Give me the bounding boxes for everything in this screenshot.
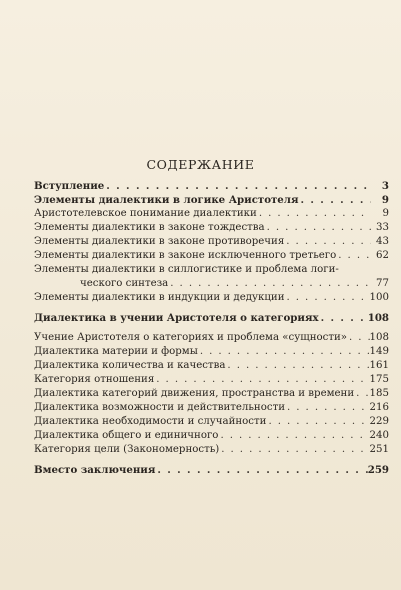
toc-entry-title: Вместо заключения	[34, 464, 156, 476]
toc-entry-title: Элементы диалектики в индукции и дедукции	[34, 292, 285, 303]
toc-page-number: 9	[382, 208, 389, 219]
toc-entry-title: Диалектика в учении Аристотеля о категориях	[34, 312, 319, 324]
toc-section-logic	[34, 192, 389, 206]
toc-entry	[34, 372, 389, 386]
dot-leader	[104, 180, 371, 192]
dot-leader	[319, 312, 368, 324]
toc-page-number: 108	[369, 332, 389, 343]
dot-leader	[198, 346, 370, 358]
toc-page-number: 33	[376, 222, 389, 233]
toc-page-number: 9	[381, 194, 389, 206]
dot-leader	[257, 208, 371, 220]
toc-entry	[34, 220, 389, 234]
dot-leader	[154, 374, 369, 386]
toc-entry-title: Элементы диалектики в законе исключенного третьего	[34, 250, 337, 261]
toc-entry-title: Диалектика категорий движения, пространства и времени	[34, 388, 355, 399]
toc-entry	[34, 330, 389, 344]
toc-page-number: 3	[381, 180, 389, 192]
dot-leader	[299, 194, 371, 206]
toc-entry	[34, 414, 389, 428]
dot-leader	[285, 292, 370, 304]
toc-entry-title: Диалектика материи и формы	[34, 346, 198, 357]
toc-entry-title: Диалектика необходимости и случайности	[34, 416, 267, 427]
toc-entry	[34, 248, 389, 262]
toc-entry	[34, 400, 389, 414]
toc-entry-title: Диалектика общего и единичного	[34, 430, 219, 441]
toc-page-number: 108	[367, 312, 389, 324]
table-of-contents	[34, 178, 389, 476]
dot-leader	[284, 236, 371, 248]
dot-leader	[336, 250, 371, 262]
toc-entry	[34, 206, 389, 220]
toc-entry-title: Категория цели (Закономерность)	[34, 444, 220, 455]
toc-page-number: 240	[369, 430, 389, 441]
toc-entry-introduction	[34, 178, 389, 192]
toc-entry	[34, 442, 389, 456]
toc-entry	[34, 234, 389, 248]
toc-page-number: 229	[369, 416, 389, 427]
dot-leader	[347, 332, 370, 344]
dot-leader	[265, 222, 371, 234]
toc-entry-title: Элементы диалектики в законе противоречия	[34, 236, 285, 247]
toc-page-number: 251	[369, 444, 389, 455]
toc-entry-line1	[34, 262, 389, 276]
dot-leader	[218, 430, 369, 442]
toc-entry	[34, 344, 389, 358]
toc-entry-title: Вступление	[34, 180, 105, 192]
toc-entry-title: Учение Аристотеля о категориях и проблема «сущности»	[34, 332, 347, 343]
toc-page-number: 43	[376, 236, 389, 247]
dot-leader	[168, 278, 371, 290]
toc-entry-title: Категория отношения	[34, 374, 155, 385]
toc-page-number: 100	[369, 292, 389, 303]
toc-entry-title-continued: ческого синтеза	[80, 278, 169, 289]
toc-page-number: 216	[369, 402, 389, 413]
toc-entry-conclusion	[34, 462, 389, 476]
dot-leader	[354, 388, 369, 400]
toc-entry-title: Элементы диалектики в силлогистике и проблема логи-	[34, 264, 339, 275]
toc-page-number: 161	[369, 360, 389, 371]
toc-page-number: 175	[369, 374, 389, 385]
toc-entry	[34, 428, 389, 442]
toc-entry	[34, 386, 389, 400]
toc-entry-title: Диалектика возможности и действительности	[34, 402, 285, 413]
page-title: СОДЕРЖАНИЕ	[146, 157, 255, 172]
toc-entry-title: Элементы диалектики в законе тождества	[34, 222, 265, 233]
toc-page-number: 149	[369, 346, 389, 357]
dot-leader	[266, 416, 369, 428]
toc-section-categories	[34, 310, 389, 324]
dot-leader	[219, 444, 369, 456]
toc-entry-title: Диалектика количества и качества	[34, 360, 226, 371]
dot-leader	[285, 402, 370, 414]
toc-page-number: 259	[367, 464, 389, 476]
toc-page-number: 77	[376, 278, 389, 289]
dot-leader	[225, 360, 369, 372]
toc-entry	[34, 358, 389, 372]
toc-entry-line2	[34, 276, 389, 290]
toc-entry	[34, 290, 389, 304]
toc-entry-title: Аристотелевское понимание диалектики	[34, 208, 257, 219]
dot-leader	[155, 464, 367, 476]
toc-page-number: 185	[369, 388, 389, 399]
toc-page-number: 62	[376, 250, 389, 261]
toc-entry-title: Элементы диалектики в логике Аристотеля	[34, 194, 299, 206]
